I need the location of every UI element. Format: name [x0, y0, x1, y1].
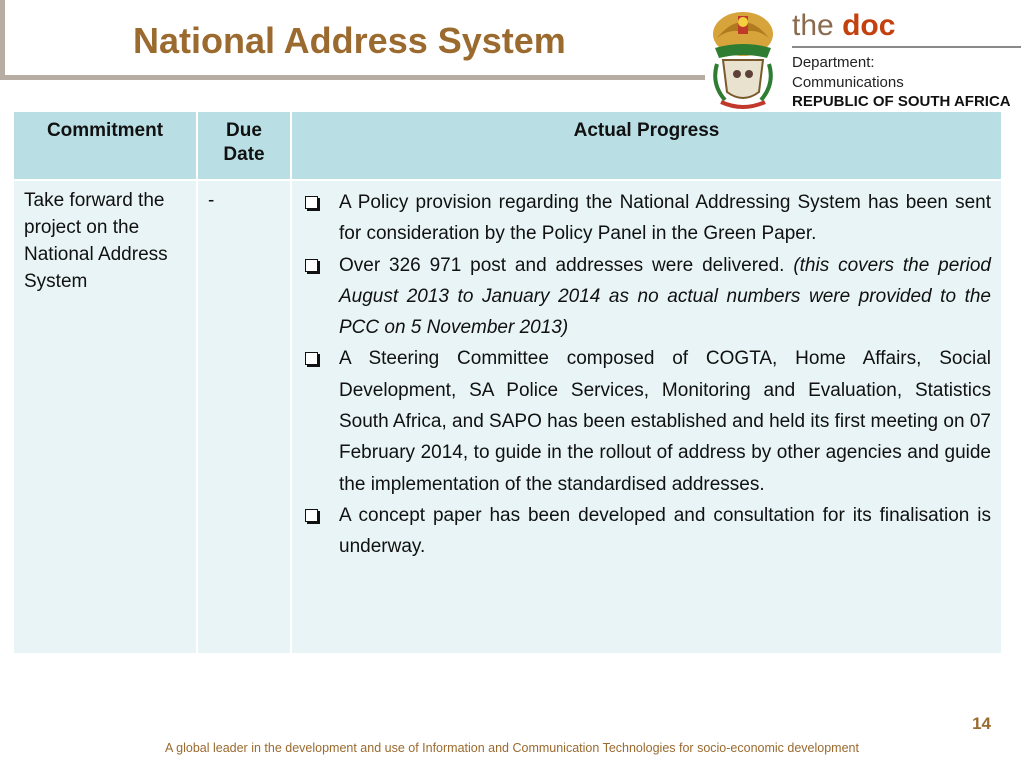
logo-divider [792, 46, 1021, 48]
header-commitment: Commitment [13, 111, 197, 180]
list-item [302, 343, 991, 499]
page-title: National Address System [133, 20, 566, 61]
department-line2: Communications [792, 74, 904, 91]
cell-due-date: - [197, 180, 291, 654]
progress-table [12, 110, 1003, 655]
checkbox-bullet-icon [305, 259, 318, 272]
checkbox-bullet-icon [305, 196, 318, 209]
progress-note: (this covers the period August 2013 to January 2014 as no actual numbers were provided to the PCC on 5 November 2013) [339, 254, 991, 339]
coat-of-arms-icon [709, 8, 777, 112]
table-row [13, 180, 1002, 654]
page-number: 14 [972, 714, 991, 733]
list-item [302, 250, 991, 344]
progress-text: A concept paper has been developed and consultation for its finalisation is underway. [339, 504, 991, 558]
country-name: REPUBLIC OF SOUTH AFRICA [792, 93, 1011, 110]
progress-list [302, 187, 991, 563]
doc-logo [792, 10, 895, 42]
table-header-row [13, 111, 1002, 180]
progress-text: A Steering Committee composed of COGTA, Home Affairs, Social Development, SA Police Services, Monitoring and Evaluation, Statistics South Africa, and SAPO has been established and held its first meeting on 07 February 2014, to guide in the rollout of address by other agencies and guide the implementation of the standardised addresses. [339, 348, 991, 495]
list-item [302, 187, 991, 250]
list-item [302, 500, 991, 563]
checkbox-bullet-icon [305, 509, 318, 522]
header-actual-progress: Actual Progress [291, 111, 1002, 180]
checkbox-bullet-icon [305, 352, 318, 365]
logo-the: the [792, 9, 834, 42]
logo-doc: doc [842, 9, 896, 42]
cell-actual-progress [291, 180, 1002, 654]
department-line1: Department: [792, 54, 875, 71]
progress-text: Over 326 971 post and addresses were delivered. [339, 254, 794, 276]
cell-commitment: Take forward the project on the National Address System [13, 180, 197, 654]
department-name [792, 53, 904, 93]
progress-text: A Policy provision regarding the National Addressing System has been sent for consideration by the Policy Panel in the Green Paper. [339, 192, 991, 245]
header-due-date: Due Date [197, 111, 291, 180]
footer-tagline: A global leader in the development and use of Information and Communication Technologies for socio-economic development [165, 741, 859, 755]
